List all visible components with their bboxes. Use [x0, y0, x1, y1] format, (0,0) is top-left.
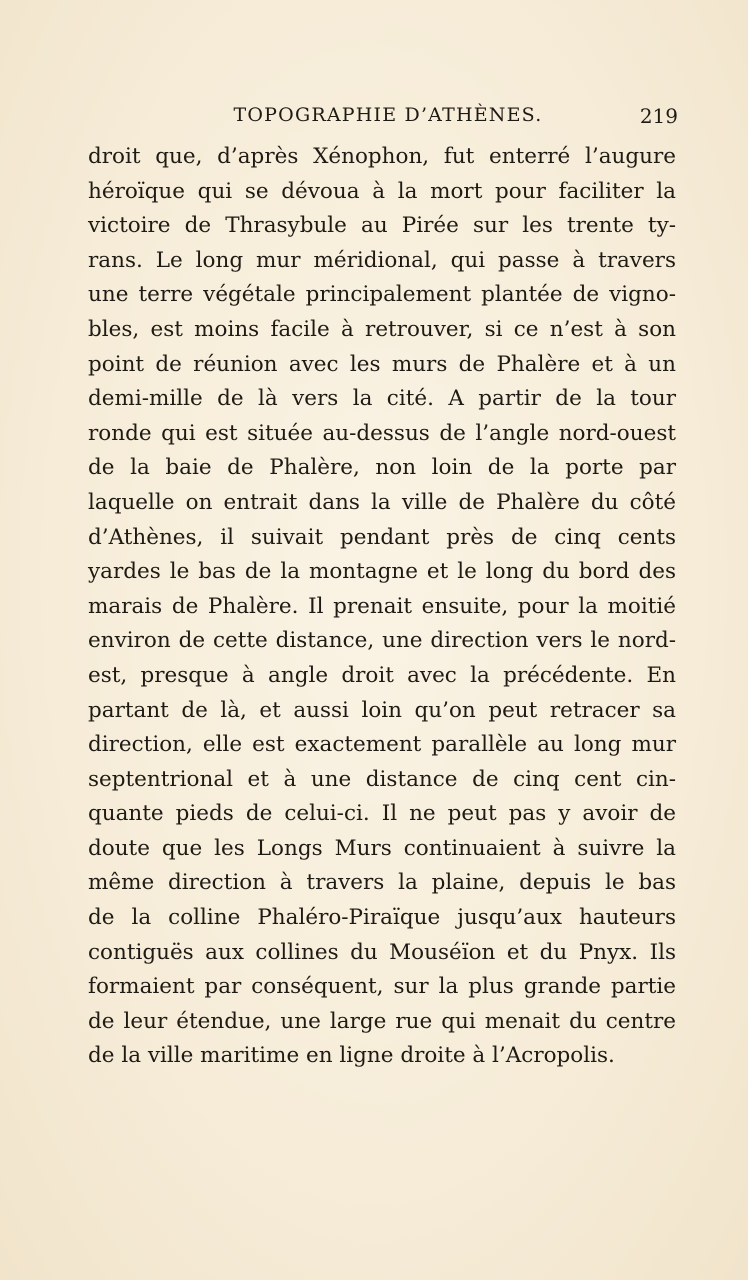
text-line: contiguës aux collines du Mouséïon et du Pnyx. Ils	[88, 939, 676, 965]
text-line: d’Athènes, il suivait pendant près de cinq cents	[88, 524, 676, 550]
text-line: point de réunion avec les murs de Phalère et à un	[88, 351, 676, 377]
text-line: de leur étendue, une large rue qui menait du centre	[88, 1008, 676, 1034]
text-line: septentrional et à une distance de cinq cent cin-	[88, 766, 676, 792]
running-title: TOPOGRAPHIE D’ATHÈNES.	[233, 104, 543, 126]
text-line: laquelle on entrait dans la ville de Phalère du côté	[88, 489, 676, 515]
text-line: demi-mille de là vers la cité. A partir de la tour	[88, 386, 676, 412]
page-header	[86, 104, 678, 134]
text-line: de la baie de Phalère, non loin de la porte par	[88, 455, 676, 481]
text-line: yardes le bas de la montagne et le long du bord des	[88, 559, 676, 585]
text-line: droit que, d’après Xénophon, fut enterré l’augure	[88, 144, 676, 169]
text-line: formaient par conséquent, sur la plus grande partie	[88, 974, 676, 1000]
text-line: ronde qui est située au-dessus de l’angle nord-ouest	[88, 420, 676, 446]
text-line: une terre végétale principalement plantée de vigno-	[88, 282, 676, 308]
text-line: quante pieds de celui-ci. Il ne peut pas y avoir de	[88, 801, 676, 827]
text-line: victoire de Thrasybule au Pirée sur les trente ty-	[88, 213, 676, 239]
text-line: est, presque à angle droit avec la précédente. En	[88, 662, 676, 688]
text-line: héroïque qui se dévoua à la mort pour faciliter la	[88, 178, 676, 204]
page-number: 219	[639, 104, 678, 128]
text-line: partant de là, et aussi loin qu’on peut retracer sa	[88, 697, 676, 723]
text-line: direction, elle est exactement parallèle au long mur	[88, 732, 676, 758]
text-line: de la colline Phaléro-Piraïque jusqu’aux hauteurs	[88, 905, 676, 931]
text-line: rans. Le long mur méridional, qui passe à travers	[88, 247, 676, 273]
text-line: environ de cette distance, une direction vers le nord-	[88, 628, 676, 654]
text-line: même direction à travers la plaine, depuis le bas	[88, 870, 676, 896]
text-line: marais de Phalère. Il prenait ensuite, pour la moitié	[88, 593, 676, 619]
body-text	[88, 140, 676, 1074]
text-line: bles, est moins facile à retrouver, si ce n’est à son	[88, 316, 676, 342]
text-line: doute que les Longs Murs continuaient à suivre la	[88, 835, 676, 861]
text-line: de la ville maritime en ligne droite à l’Acropolis.	[88, 1043, 615, 1069]
